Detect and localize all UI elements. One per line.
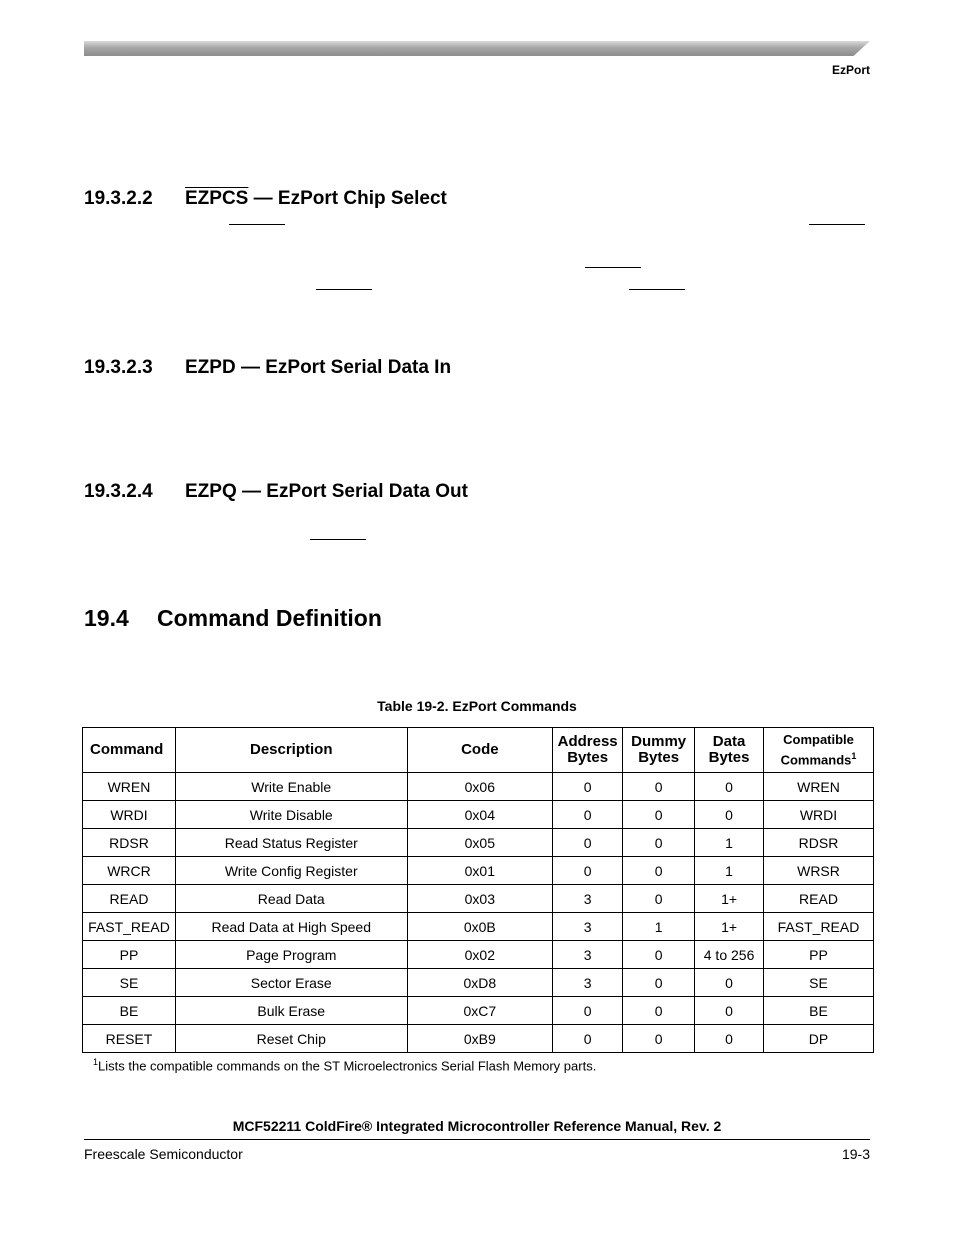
- cell-address-bytes: 0: [553, 801, 623, 829]
- cell-compatible-command: DP: [764, 1025, 874, 1053]
- section-number: 19.4: [84, 605, 129, 631]
- page-number: 19-3: [841, 1146, 870, 1162]
- cell-compatible-command: WRSR: [764, 857, 874, 885]
- cell-description: Write Config Register: [175, 857, 407, 885]
- cell-description: Page Program: [175, 941, 407, 969]
- table-row: [83, 969, 874, 997]
- section-number: 19.3.2.4: [84, 481, 153, 502]
- cell-data-bytes: 4 to 256: [695, 941, 764, 969]
- section-title: — EzPort Chip Select: [248, 188, 447, 209]
- heading-19-4: [84, 605, 382, 632]
- header-data-bytes: Data Bytes: [695, 728, 764, 773]
- cell-code: 0x04: [407, 801, 553, 829]
- cell-description: Read Status Register: [175, 829, 407, 857]
- cell-data-bytes: 1+: [695, 913, 764, 941]
- section-title: EZPD — EzPort Serial Data In: [185, 357, 452, 378]
- overbar-fragment: [229, 224, 285, 225]
- cell-dummy-bytes: 0: [623, 997, 695, 1025]
- cell-command: RESET: [83, 1025, 176, 1053]
- section-number: 19.3.2.3: [84, 357, 153, 378]
- cell-compatible-command: READ: [764, 885, 874, 913]
- cell-code: 0x01: [407, 857, 553, 885]
- cell-description: Read Data: [175, 885, 407, 913]
- cell-command: WREN: [83, 773, 176, 801]
- table-row: [83, 829, 874, 857]
- cell-dummy-bytes: 0: [623, 969, 695, 997]
- table-body: [83, 773, 874, 1053]
- cell-address-bytes: 0: [553, 773, 623, 801]
- cell-description: Write Enable: [175, 773, 407, 801]
- cell-code: 0x0B: [407, 913, 553, 941]
- footer-rule: [84, 1139, 870, 1140]
- cell-data-bytes: 1: [695, 857, 764, 885]
- cell-compatible-command: WRDI: [764, 801, 874, 829]
- table-row: [83, 885, 874, 913]
- header-address-bytes: Address Bytes: [553, 728, 623, 773]
- header-description: Description: [175, 728, 407, 773]
- signal-name: EZPCS: [185, 188, 249, 209]
- heading-19-3-2-4: [84, 481, 468, 503]
- overbar-fragment: [585, 267, 641, 268]
- cell-code: 0x06: [407, 773, 553, 801]
- cell-command: WRDI: [83, 801, 176, 829]
- overbar-fragment: [809, 224, 865, 225]
- footer-title: MCF52211 ColdFire® Integrated Microcontroller Reference Manual, Rev. 2: [232, 1118, 722, 1134]
- cell-dummy-bytes: 1: [623, 913, 695, 941]
- cell-data-bytes: 1: [695, 829, 764, 857]
- cell-address-bytes: 0: [553, 829, 623, 857]
- cell-code: 0x05: [407, 829, 553, 857]
- overbar-fragment: [310, 539, 366, 540]
- section-title: EZPQ — EzPort Serial Data Out: [185, 481, 468, 502]
- cell-command: READ: [83, 885, 176, 913]
- cell-address-bytes: 3: [553, 941, 623, 969]
- cell-dummy-bytes: 0: [623, 857, 695, 885]
- cell-dummy-bytes: 0: [623, 941, 695, 969]
- cell-description: Bulk Erase: [175, 997, 407, 1025]
- cell-data-bytes: 0: [695, 801, 764, 829]
- cell-code: 0xC7: [407, 997, 553, 1025]
- table-header-row: [83, 728, 874, 773]
- table-row: [83, 857, 874, 885]
- cell-address-bytes: 0: [553, 997, 623, 1025]
- header-command: Command: [83, 728, 176, 773]
- cell-address-bytes: 3: [553, 885, 623, 913]
- table-row: [83, 773, 874, 801]
- header-compatible-commands: Compatible Commands$^1$: [764, 728, 874, 773]
- cell-data-bytes: 0: [695, 1025, 764, 1053]
- table-row: [83, 1025, 874, 1053]
- header-bar: [84, 41, 870, 56]
- cell-address-bytes: 3: [553, 913, 623, 941]
- cell-command: BE: [83, 997, 176, 1025]
- cell-data-bytes: 0: [695, 773, 764, 801]
- cell-dummy-bytes: 0: [623, 885, 695, 913]
- cell-description: Read Data at High Speed: [175, 913, 407, 941]
- cell-command: PP: [83, 941, 176, 969]
- cell-address-bytes: 0: [553, 857, 623, 885]
- cell-dummy-bytes: 0: [623, 801, 695, 829]
- overbar-fragment: [629, 289, 685, 290]
- cell-command: SE: [83, 969, 176, 997]
- cell-compatible-command: FAST_READ: [764, 913, 874, 941]
- heading-19-3-2-3: [84, 357, 451, 379]
- running-head: EzPort: [831, 63, 870, 77]
- table-row: [83, 941, 874, 969]
- cell-compatible-command: WREN: [764, 773, 874, 801]
- cell-command: WRCR: [83, 857, 176, 885]
- header-code: Code: [407, 728, 553, 773]
- cell-dummy-bytes: 0: [623, 829, 695, 857]
- cell-data-bytes: 0: [695, 969, 764, 997]
- cell-compatible-command: PP: [764, 941, 874, 969]
- cell-code: 0x03: [407, 885, 553, 913]
- cell-compatible-command: RDSR: [764, 829, 874, 857]
- section-title: Command Definition: [157, 605, 382, 631]
- header-dummy-bytes: Dummy Bytes: [623, 728, 695, 773]
- cell-address-bytes: 0: [553, 1025, 623, 1053]
- cell-description: Write Disable: [175, 801, 407, 829]
- table-row: [83, 913, 874, 941]
- cell-description: Sector Erase: [175, 969, 407, 997]
- cell-command: RDSR: [83, 829, 176, 857]
- cell-command: FAST_READ: [83, 913, 176, 941]
- cell-data-bytes: 1+: [695, 885, 764, 913]
- section-number: 19.3.2.2: [84, 188, 153, 209]
- table-row: [83, 801, 874, 829]
- cell-description: Reset Chip: [175, 1025, 407, 1053]
- table-row: [83, 997, 874, 1025]
- cell-code: 0xB9: [407, 1025, 553, 1053]
- ezport-commands-table: [82, 727, 874, 1053]
- heading-19-3-2-2: [84, 188, 447, 210]
- cell-dummy-bytes: 0: [623, 773, 695, 801]
- table-footnote: $^1$Lists the compatible commands on the ST Microelectronics Serial Flash Memory parts.: [93, 1057, 597, 1074]
- cell-dummy-bytes: 0: [623, 1025, 695, 1053]
- cell-code: 0x02: [407, 941, 553, 969]
- overbar-fragment: [316, 289, 372, 290]
- cell-compatible-command: BE: [764, 997, 874, 1025]
- footer-publisher: Freescale Semiconductor: [84, 1146, 243, 1162]
- cell-data-bytes: 0: [695, 997, 764, 1025]
- cell-address-bytes: 3: [553, 969, 623, 997]
- table-caption: Table 19-2. EzPort Commands: [377, 698, 577, 714]
- cell-compatible-command: SE: [764, 969, 874, 997]
- cell-code: 0xD8: [407, 969, 553, 997]
